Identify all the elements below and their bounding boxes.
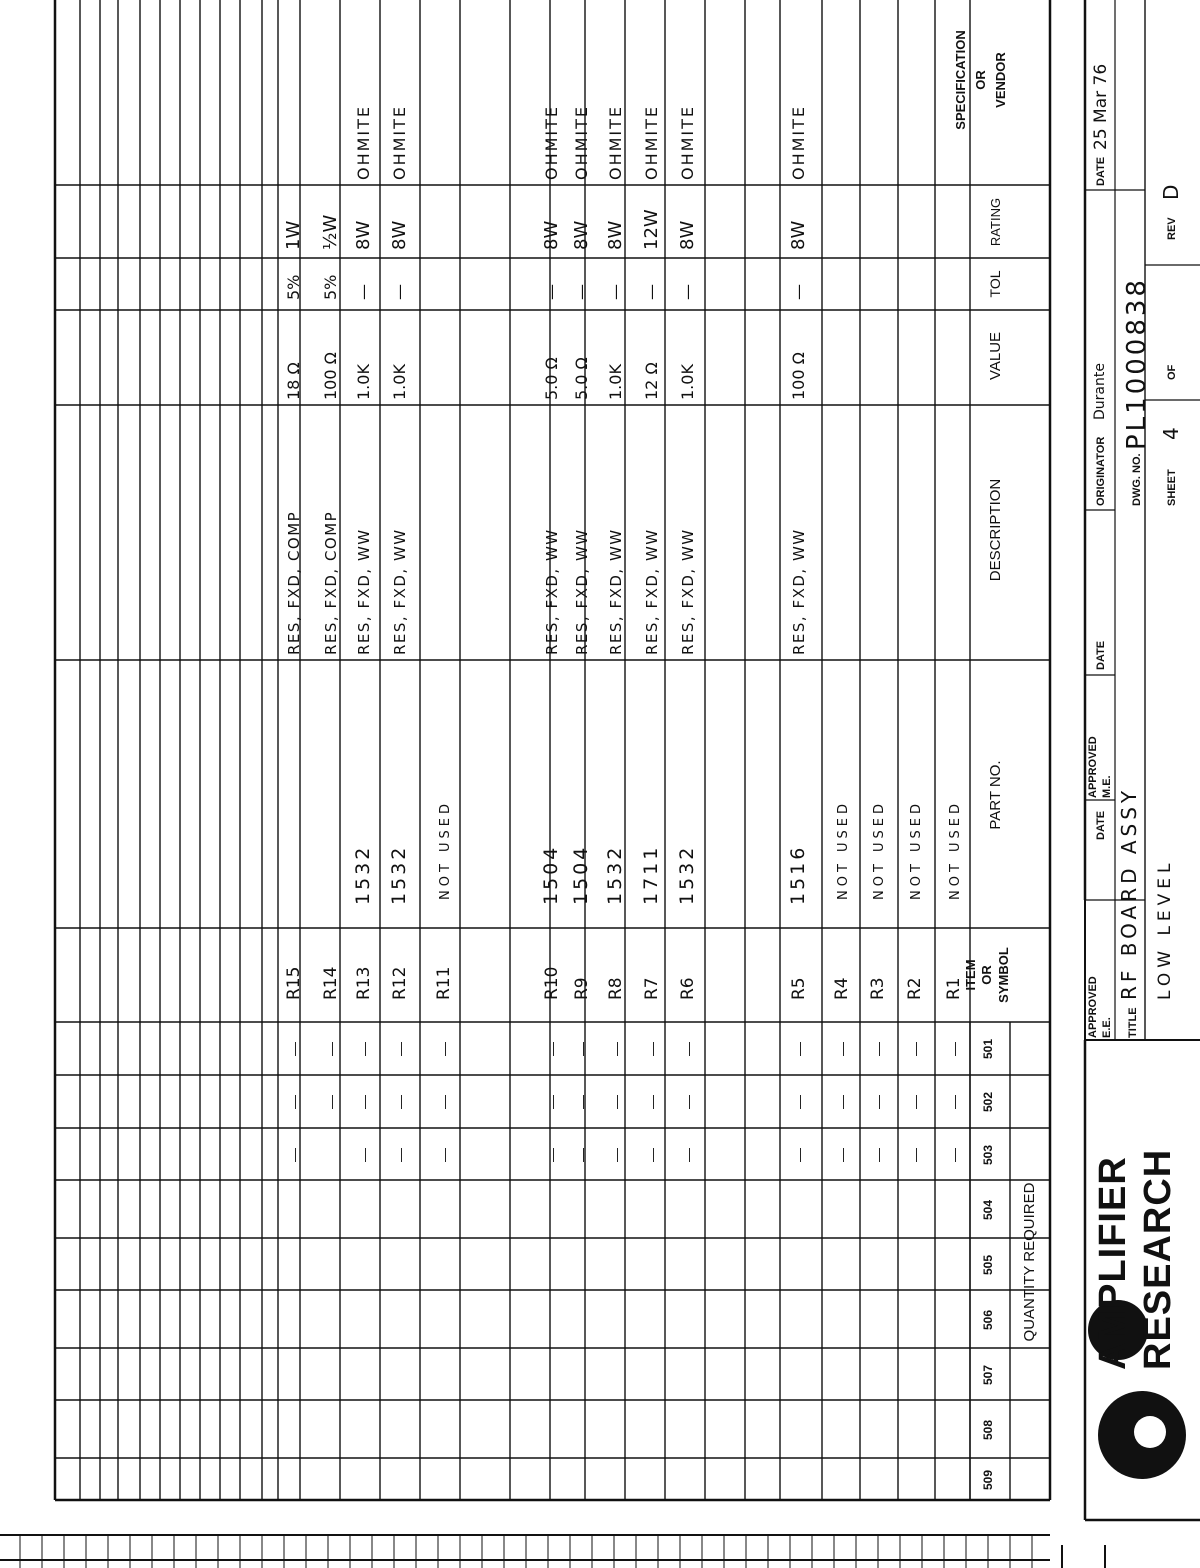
item-symbol: R9 [572,977,592,1000]
item-symbol: R4 [832,977,852,1000]
vendor: OHMITE [606,104,625,180]
rating: 8W [541,220,562,250]
dwg-no-label: DWG. NO. [1131,453,1143,506]
part-number: 1532 [388,844,410,905]
qty-mark: — [644,1148,660,1162]
description: RES, FXD, WW [643,528,661,655]
tolerance: — [678,284,697,300]
description: RES, FXD, WW [573,528,591,655]
rev-value: D [1159,184,1183,200]
part-no-header: PART NO. [987,760,1004,830]
sheet-value: 4 [1159,427,1183,440]
date-label: DATE [1095,640,1107,670]
item-symbol: R1 [944,977,964,1000]
qty-mark: — [946,1042,962,1056]
part-number: 1532 [352,844,374,905]
tol-header: TOL [987,270,1003,298]
vendor: OHMITE [390,104,409,180]
item-symbol: R14 [321,966,341,1000]
part-number: 1504 [570,844,592,905]
description: RES, FXD, WW [607,528,625,655]
qty-column-header: 509 [981,1469,995,1491]
qty-mark: — [870,1095,886,1109]
tolerance: — [789,284,808,300]
qty-mark: — [392,1042,408,1056]
item-symbol: R15 [284,966,304,1000]
qty-column-header: 507 [981,1364,995,1386]
rating: 8W [571,220,592,250]
part-number: 1516 [787,844,809,905]
qty-mark: — [574,1095,590,1109]
approved-ee-label: E.E. [1101,1017,1113,1038]
description: RES, FXD, WW [355,528,373,655]
description: RES, FXD, WW [679,528,697,655]
quantity-required-label: QUANTITY REQUIRED [1021,1182,1038,1342]
date-label: DATE [1095,810,1107,840]
qty-mark: — [286,1042,302,1056]
tolerance: — [542,284,561,300]
qty-mark: — [574,1042,590,1056]
rating: 8W [605,220,626,250]
tolerance: — [606,284,625,300]
part-number: NOT USED [438,799,453,900]
qty-mark: — [644,1095,660,1109]
logo-text-amplifier: AMPLIFIER [1092,1156,1134,1370]
part-number: NOT USED [836,799,851,900]
item-symbol: R6 [678,977,698,1000]
title-value-1: RF BOARD ASSY [1117,786,1141,1000]
rating: 8W [788,220,809,250]
description-header: DESCRIPTION [987,478,1004,582]
originator-label: ORIGINATOR [1095,436,1107,506]
value: 1.0K [390,364,409,400]
part-number: NOT USED [872,799,887,900]
qty-mark: — [907,1095,923,1109]
qty-mark: — [791,1042,807,1056]
qty-column-header: 501 [981,1038,995,1060]
qty-mark: — [323,1042,339,1056]
qty-mark: — [286,1095,302,1109]
logo-text-research: RESEARCH [1137,1148,1179,1370]
rating: 1W [283,220,304,250]
item-or-symbol-label: ITEM [963,959,978,991]
qty-mark: — [791,1148,807,1162]
qty-mark: — [436,1042,452,1056]
qty-mark: — [608,1148,624,1162]
vendor: OHMITE [789,104,808,180]
rating: 8W [353,220,374,250]
part-number: 1532 [676,844,698,905]
tolerance: 5% [321,274,340,300]
vendor: OHMITE [542,104,561,180]
part-number: NOT USED [948,799,963,900]
qty-column-header: 504 [981,1199,995,1221]
tolerance: — [572,284,591,300]
rating: 8W [389,220,410,250]
value-header: VALUE [987,331,1004,381]
qty-mark: — [834,1042,850,1056]
spec-vendor-header: OR [973,70,988,90]
value: 5.0 Ω [572,357,591,400]
item-or-symbol-label: OR [979,965,994,985]
qty-mark: — [608,1095,624,1109]
item-symbol: R2 [905,977,925,1000]
date-label: DATE [1095,156,1107,186]
qty-mark: — [644,1042,660,1056]
sheet-label: SHEET [1166,469,1178,506]
value: 1.0K [678,364,697,400]
qty-mark: — [834,1148,850,1162]
value: 5.0 Ω [542,357,561,400]
value: 100 Ω [789,352,808,400]
rating: ½W [320,214,341,250]
qty-mark: — [356,1095,372,1109]
item-symbol: R5 [789,977,809,1000]
qty-mark: — [544,1095,560,1109]
qty-mark: — [791,1095,807,1109]
part-number: 1532 [604,844,626,905]
qty-mark: — [323,1095,339,1109]
item-symbol: R11 [434,966,454,1000]
description: RES, FXD, COMP [285,510,303,655]
qty-mark: — [946,1095,962,1109]
value: 1.0K [354,364,373,400]
tolerance: — [390,284,409,300]
qty-mark: — [286,1148,302,1162]
qty-mark: — [436,1095,452,1109]
qty-mark: — [392,1095,408,1109]
qty-mark: — [870,1148,886,1162]
tolerance: 5% [284,274,303,300]
logo-mark-hole [1134,1416,1166,1448]
qty-mark: — [680,1095,696,1109]
qty-mark: — [907,1148,923,1162]
qty-mark: — [392,1148,408,1162]
item-symbol: R13 [354,966,374,1000]
item-symbol: R7 [642,977,662,1000]
part-number: NOT USED [909,799,924,900]
qty-column-header: 508 [981,1419,995,1441]
item-symbol: R10 [542,966,562,1000]
value: 1.0K [606,364,625,400]
approved-me-label: M.E. [1101,775,1113,798]
item-or-symbol-label: SYMBOL [996,947,1011,1003]
qty-mark: — [870,1042,886,1056]
originator-value: Durante [1092,363,1108,420]
vendor: OHMITE [572,104,591,180]
qty-column-header: 502 [981,1091,995,1113]
value: 100 Ω [321,352,340,400]
item-symbol: R8 [606,977,626,1000]
approved-ee-label: APPROVED [1087,976,1099,1038]
rev-label: REV [1166,217,1178,240]
title-label: TITLE [1127,1007,1139,1038]
title-value-2: LOW LEVEL [1155,858,1175,1000]
item-symbol: R12 [390,966,410,1000]
vendor: OHMITE [354,104,373,180]
description: RES, FXD, WW [543,528,561,655]
qty-mark: — [436,1148,452,1162]
qty-mark: — [907,1042,923,1056]
item-symbol: R3 [868,977,888,1000]
description: RES, FXD, WW [790,528,808,655]
qty-mark: — [544,1148,560,1162]
qty-mark: — [608,1042,624,1056]
vendor: OHMITE [642,104,661,180]
date-value: 25 Mar 76 [1091,63,1111,150]
spec-vendor-header: SPECIFICATION [953,30,968,130]
rating: 8W [677,220,698,250]
rating-header: RATING [988,197,1003,247]
spec-vendor-header: VENDOR [993,52,1008,108]
qty-mark: — [574,1148,590,1162]
of-label: OF [1166,364,1178,380]
qty-column-header: 505 [981,1254,995,1276]
tolerance: — [642,284,661,300]
dwg-no-value: PL1000838 [1122,277,1152,450]
qty-mark: — [680,1148,696,1162]
tolerance: — [354,284,373,300]
description: RES, FXD, WW [391,528,409,655]
qty-mark: — [356,1148,372,1162]
qty-mark: — [544,1042,560,1056]
part-number: 1504 [540,844,562,905]
value: 18 Ω [284,362,303,400]
description: RES, FXD, COMP [322,510,340,655]
approved-me-label: APPROVED [1087,736,1099,798]
qty-mark: — [834,1095,850,1109]
qty-mark: — [946,1148,962,1162]
vendor: OHMITE [678,104,697,180]
qty-mark: — [680,1042,696,1056]
qty-mark: — [356,1042,372,1056]
rating: 12W [641,209,662,250]
value: 12 Ω [642,362,661,400]
qty-column-header: 506 [981,1309,995,1331]
part-number: 1711 [640,844,662,905]
qty-column-header: 503 [981,1144,995,1166]
